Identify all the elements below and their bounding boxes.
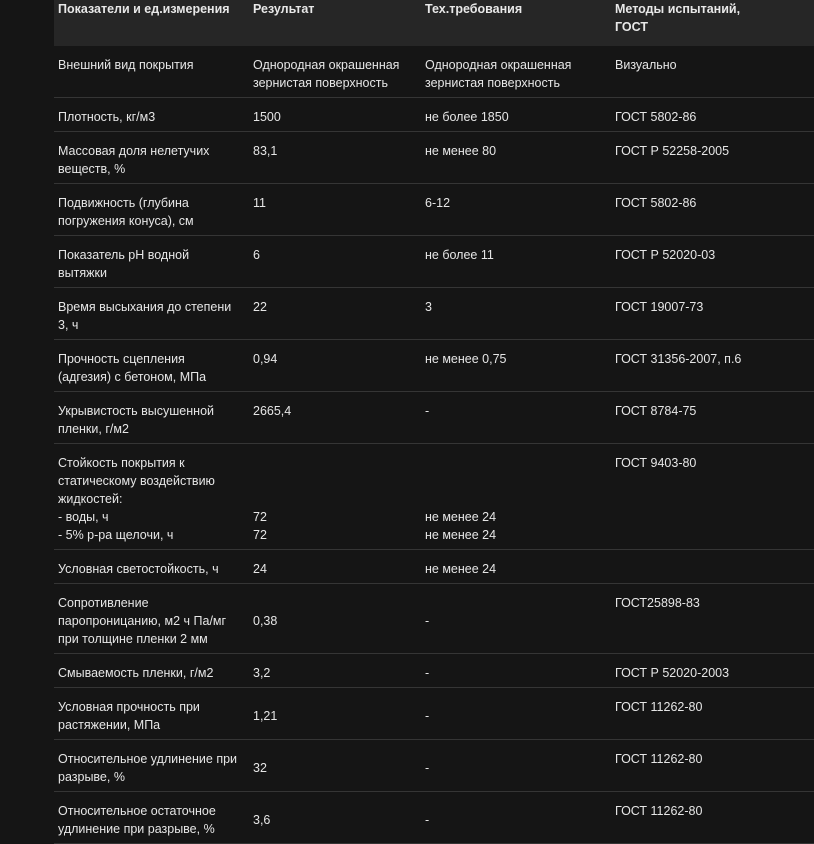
cell-result: 32 (249, 740, 421, 792)
header-row (54, 0, 814, 46)
cell-method: ГОСТ Р 52020-2003 (611, 654, 814, 688)
table-row (54, 184, 814, 236)
cell-result: 0,38 (249, 584, 421, 654)
cell-param: Массовая доля нелетучих веществ, % (54, 132, 249, 184)
cell-requirement: не менее 80 (421, 132, 611, 184)
table-row (54, 740, 814, 792)
cell-param: Относительное остаточное удлинение при разрыве, % (54, 792, 249, 844)
cell-method: ГОСТ Р 52020-03 (611, 236, 814, 288)
cell-param: Смываемость пленки, г/м2 (54, 654, 249, 688)
table-row (54, 46, 814, 98)
cell-param: Показатель pH водной вытяжки (54, 236, 249, 288)
cell-result: 2665,4 (249, 392, 421, 444)
cell-result: 72 72 (249, 444, 421, 550)
specification-table (54, 0, 814, 844)
cell-result: 11 (249, 184, 421, 236)
table-row (54, 654, 814, 688)
cell-param: Плотность, кг/м3 (54, 98, 249, 132)
cell-requirement: не менее 24 не менее 24 (421, 444, 611, 550)
header-result: Результат (249, 0, 421, 46)
cell-method: ГОСТ 11262-80 (611, 688, 814, 740)
cell-method: ГОСТ 19007-73 (611, 288, 814, 340)
header-method: Методы испытаний, ГОСТ (611, 0, 814, 46)
cell-param: Внешний вид покрытия (54, 46, 249, 98)
cell-method (611, 550, 814, 584)
cell-result: 1,21 (249, 688, 421, 740)
cell-result: Однородная окрашенная зернистая поверхность (249, 46, 421, 98)
table-row (54, 444, 814, 550)
cell-requirement: не более 1850 (421, 98, 611, 132)
cell-result: 83,1 (249, 132, 421, 184)
cell-requirement: Однородная окрашенная зернистая поверхность (421, 46, 611, 98)
table-row (54, 340, 814, 392)
table-header (54, 0, 814, 46)
cell-requirement: - (421, 584, 611, 654)
cell-result: 0,94 (249, 340, 421, 392)
cell-method: ГОСТ 8784-75 (611, 392, 814, 444)
cell-param: Условная светостойкость, ч (54, 550, 249, 584)
cell-param: Сопротивление паропроницанию, м2 ч Па/мг при толщине пленки 2 мм (54, 584, 249, 654)
cell-requirement: не менее 24 (421, 550, 611, 584)
cell-param: Время высыхания до степени 3, ч (54, 288, 249, 340)
cell-method: ГОСТ 31356-2007, п.6 (611, 340, 814, 392)
cell-requirement: - (421, 654, 611, 688)
cell-requirement: не более 11 (421, 236, 611, 288)
cell-param: Относительное удлинение при разрыве, % (54, 740, 249, 792)
cell-method: ГОСТ25898-83 (611, 584, 814, 654)
table-row (54, 584, 814, 654)
table-row (54, 98, 814, 132)
table-row (54, 288, 814, 340)
cell-param: Укрывистость высушенной пленки, г/м2 (54, 392, 249, 444)
cell-requirement: 3 (421, 288, 611, 340)
table-row (54, 550, 814, 584)
cell-requirement: - (421, 740, 611, 792)
cell-method: ГОСТ 11262-80 (611, 740, 814, 792)
left-gutter (0, 0, 54, 783)
cell-result: 3,2 (249, 654, 421, 688)
cell-method: ГОСТ 5802-86 (611, 98, 814, 132)
cell-result: 24 (249, 550, 421, 584)
table-row (54, 688, 814, 740)
cell-result: 6 (249, 236, 421, 288)
cell-method: ГОСТ 5802-86 (611, 184, 814, 236)
table-body (54, 46, 814, 844)
table-row (54, 792, 814, 844)
cell-requirement: - (421, 392, 611, 444)
cell-param: Прочность сцепления (адгезия) с бетоном, МПа (54, 340, 249, 392)
cell-result: 3,6 (249, 792, 421, 844)
cell-param: Условная прочность при растяжении, МПа (54, 688, 249, 740)
cell-param: Стойкость покрытия к статическому воздействию жидкостей: - воды, ч - 5% р-ра щелочи, ч (54, 444, 249, 550)
cell-requirement: 6-12 (421, 184, 611, 236)
table-row (54, 236, 814, 288)
cell-requirement: не менее 0,75 (421, 340, 611, 392)
table-row (54, 392, 814, 444)
cell-method: ГОСТ 11262-80 (611, 792, 814, 844)
cell-param: Подвижность (глубина погружения конуса), см (54, 184, 249, 236)
cell-method: ГОСТ Р 52258-2005 (611, 132, 814, 184)
cell-result: 22 (249, 288, 421, 340)
header-param: Показатели и ед.измерения (54, 0, 249, 46)
cell-method: Визуально (611, 46, 814, 98)
table-row (54, 132, 814, 184)
cell-requirement: - (421, 792, 611, 844)
header-requirement: Тех.требования (421, 0, 611, 46)
cell-method: ГОСТ 9403-80 (611, 444, 814, 550)
cell-requirement: - (421, 688, 611, 740)
cell-result: 1500 (249, 98, 421, 132)
